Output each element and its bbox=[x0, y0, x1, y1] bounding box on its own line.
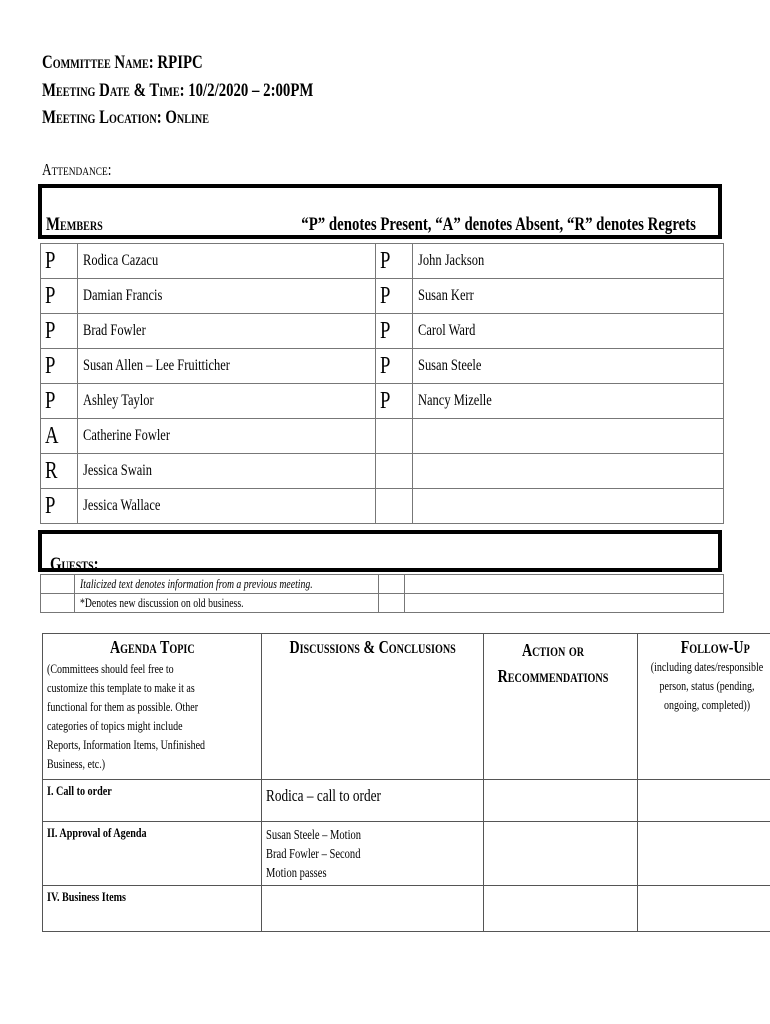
discussion-line: Rodica – call to order bbox=[266, 786, 381, 805]
italic-note: Italicized text denotes information from a previous meeting. bbox=[75, 575, 379, 594]
agenda-topic: I. Call to order bbox=[43, 780, 262, 822]
member-name: Damian Francis bbox=[78, 279, 376, 314]
attendance-row bbox=[41, 349, 724, 384]
action-cell bbox=[484, 886, 638, 932]
member-name: Jessica Swain bbox=[78, 454, 376, 489]
attendance-row bbox=[41, 419, 724, 454]
member-name: Susan Steele bbox=[413, 349, 724, 384]
followup-cell bbox=[638, 780, 770, 822]
members-header-box bbox=[38, 184, 722, 239]
status-cell: P bbox=[376, 244, 413, 279]
agenda-topic: IV. Business Items bbox=[43, 886, 262, 932]
guests-box: Guests: bbox=[38, 530, 722, 572]
status-cell: P bbox=[41, 489, 78, 524]
status-cell: P bbox=[41, 349, 78, 384]
attendance-row bbox=[41, 279, 724, 314]
member-name: Ashley Taylor bbox=[78, 384, 376, 419]
member-name bbox=[413, 454, 724, 489]
followup-header: Follow-Up (including dates/responsible person, status (pending, ongoing, completed)) bbox=[638, 634, 770, 780]
attendance-row bbox=[41, 454, 724, 489]
member-name: Susan Kerr bbox=[413, 279, 724, 314]
discussion-line: Brad Fowler – Second bbox=[266, 846, 361, 861]
followup-note: (including dates/responsible person, status (pending, ongoing, completed)) bbox=[651, 660, 764, 712]
attendance-row bbox=[41, 314, 724, 349]
new-discussion-note: *Denotes new discussion on old business. bbox=[75, 594, 379, 613]
attendance-heading: Attendance: bbox=[42, 160, 112, 179]
agenda-topic-header: Agenda Topic (Committees should feel free to customize this template to make it as functional for them as possible. Other categories of topics might include Reports, Information Items, Unfinished Business, etc.) bbox=[43, 634, 262, 780]
member-name bbox=[413, 419, 724, 454]
member-name: Susan Allen – Lee Fruitticher bbox=[78, 349, 376, 384]
agenda-table bbox=[42, 633, 770, 932]
agenda-row bbox=[43, 822, 770, 886]
member-name: Jessica Wallace bbox=[78, 489, 376, 524]
meeting-date-time: Meeting Date & Time: 10/2/2020 – 2:00PM bbox=[42, 80, 314, 101]
member-name: Carol Ward bbox=[413, 314, 724, 349]
attendance-row bbox=[41, 384, 724, 419]
status-cell: P bbox=[41, 314, 78, 349]
meeting-location: Meeting Location: Online bbox=[42, 107, 210, 128]
member-name: Catherine Fowler bbox=[78, 419, 376, 454]
discussion-cell bbox=[262, 822, 484, 886]
attendance-row bbox=[41, 244, 724, 279]
attendance-row bbox=[41, 489, 724, 524]
status-cell bbox=[376, 489, 413, 524]
discussion-line: Motion passes bbox=[266, 865, 327, 880]
discussion-cell bbox=[262, 780, 484, 822]
member-name: Nancy Mizelle bbox=[413, 384, 724, 419]
attendance-legend: “P” denotes Present, “A” denotes Absent, “R” denotes Regrets bbox=[301, 214, 696, 235]
member-name bbox=[413, 489, 724, 524]
status-cell: P bbox=[376, 349, 413, 384]
status-cell: P bbox=[376, 384, 413, 419]
member-name: John Jackson bbox=[413, 244, 724, 279]
action-cell bbox=[484, 822, 638, 886]
action-header: Action or Recommendations bbox=[484, 634, 638, 780]
status-cell bbox=[376, 454, 413, 489]
agenda-row bbox=[43, 886, 770, 932]
status-cell: P bbox=[41, 279, 78, 314]
action-cell bbox=[484, 780, 638, 822]
status-cell: A bbox=[41, 419, 78, 454]
status-cell: P bbox=[376, 314, 413, 349]
members-label: Members bbox=[46, 214, 103, 235]
status-cell: P bbox=[376, 279, 413, 314]
agenda-topic: II. Approval of Agenda bbox=[43, 822, 262, 886]
agenda-row bbox=[43, 780, 770, 822]
status-cell: P bbox=[41, 244, 78, 279]
discussion-line: Susan Steele – Motion bbox=[266, 827, 362, 842]
member-name: Rodica Cazacu bbox=[78, 244, 376, 279]
status-cell: R bbox=[41, 454, 78, 489]
discussion-cell bbox=[262, 886, 484, 932]
followup-cell bbox=[638, 822, 770, 886]
attendance-table bbox=[40, 243, 724, 524]
followup-cell bbox=[638, 886, 770, 932]
notes-table bbox=[40, 574, 724, 613]
member-name: Brad Fowler bbox=[78, 314, 376, 349]
discussions-header: Discussions & Conclusions bbox=[262, 634, 484, 780]
status-cell: P bbox=[41, 384, 78, 419]
committee-name: Committee Name: RPIPC bbox=[42, 52, 203, 73]
status-cell bbox=[376, 419, 413, 454]
topic-note: (Committees should feel free to customize this template to make it as functional for them as possible. Other categories of topics might include Reports, Information Items, Unfinished Business, etc.) bbox=[47, 662, 206, 771]
